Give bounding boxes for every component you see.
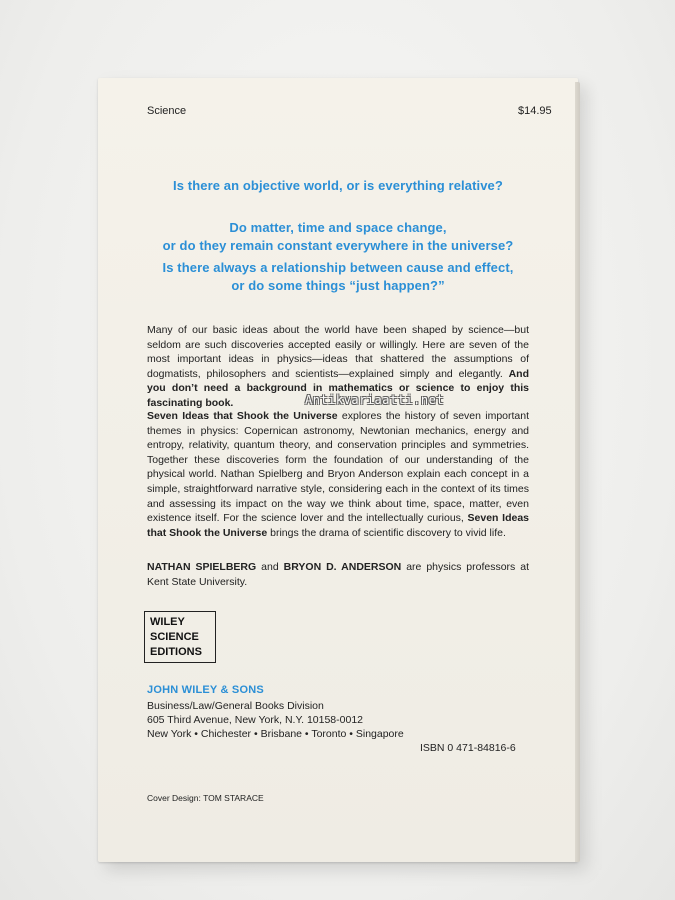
publisher-name: JOHN WILEY & SONS [147,684,264,696]
book-title-inline-2: Seven Ideas that Shook the Universe [147,512,530,539]
category-label: Science [147,105,187,117]
blurb-p1-bold: And you don’t need a background in mathematics or science to enjoy this fascinating book. [147,367,529,409]
author-1: NATHAN SPIELBERG [147,561,257,573]
book-page-edge [575,82,580,862]
author-bio [147,560,529,589]
site-watermark: Antikvariaatti.net [305,393,445,407]
blurb-p2-text: explores the history of seven important themes in physics: Copernican astronomy, Newtonian mechanics, energy and entropy, relativity, quantum theory, and conservation principles and symmetries. Together these discoveries form the foundation of our understanding of the physical world. Nathan Spielberg and Bryon Anderson explain each concept in a simple, straightforward narrative style, considering each in the context of its times and assessing its impact on the way we think about time, space, matter, even existence itself. For the science lover and the intellectually curious, [147,410,530,525]
wiley-science-editions-logo [144,611,216,663]
book-title-inline: Seven Ideas that Shook the Universe [147,410,338,422]
publisher-cities: New York • Chichester • Brisbane • Toronto • Singapore [147,728,404,740]
question-2-line-2: or do they remain constant everywhere in the universe? [162,238,514,253]
blurb-p1-text: Many of our basic ideas about the world have been shaped by science—but seldom are such discoveries accepted easily or willingly. Here are seven of the most important ideas in physics—ideas that shattered the assumptions of dogmatists, philosophers and scientists—explained simply and elegantly. [147,324,529,380]
question-3-line-1: Is there always a relationship between cause and effect, [162,260,514,275]
question-3-line-2: or do some things “just happen?” [231,278,445,293]
blurb-p2-end: brings the drama of scientific discovery to vivid life. [270,526,506,539]
publisher-address: 605 Third Avenue, New York, N.Y. 10158-0012 [147,714,363,726]
question-3 [98,259,578,295]
isbn-number: ISBN 0 471-84816-6 [420,742,516,754]
series-line-3: EDITIONS [150,646,202,658]
question-1: Is there an objective world, or is everything relative? [173,178,503,193]
and-word: and [261,561,279,573]
series-line-2: SCIENCE [150,631,199,643]
blurb-paragraph-2 [147,409,529,540]
publisher-division: Business/Law/General Books Division [147,700,324,712]
cover-design-credit: Cover Design: TOM STARACE [147,793,264,803]
author-bio-text: are physics professors at Kent State University. [147,561,530,588]
question-2-line-1: Do matter, time and space change, [229,220,447,235]
price-label: $14.95 [518,105,552,117]
author-2: BRYON D. ANDERSON [283,561,402,573]
series-line-1: WILEY [150,616,185,628]
question-2 [98,219,578,255]
